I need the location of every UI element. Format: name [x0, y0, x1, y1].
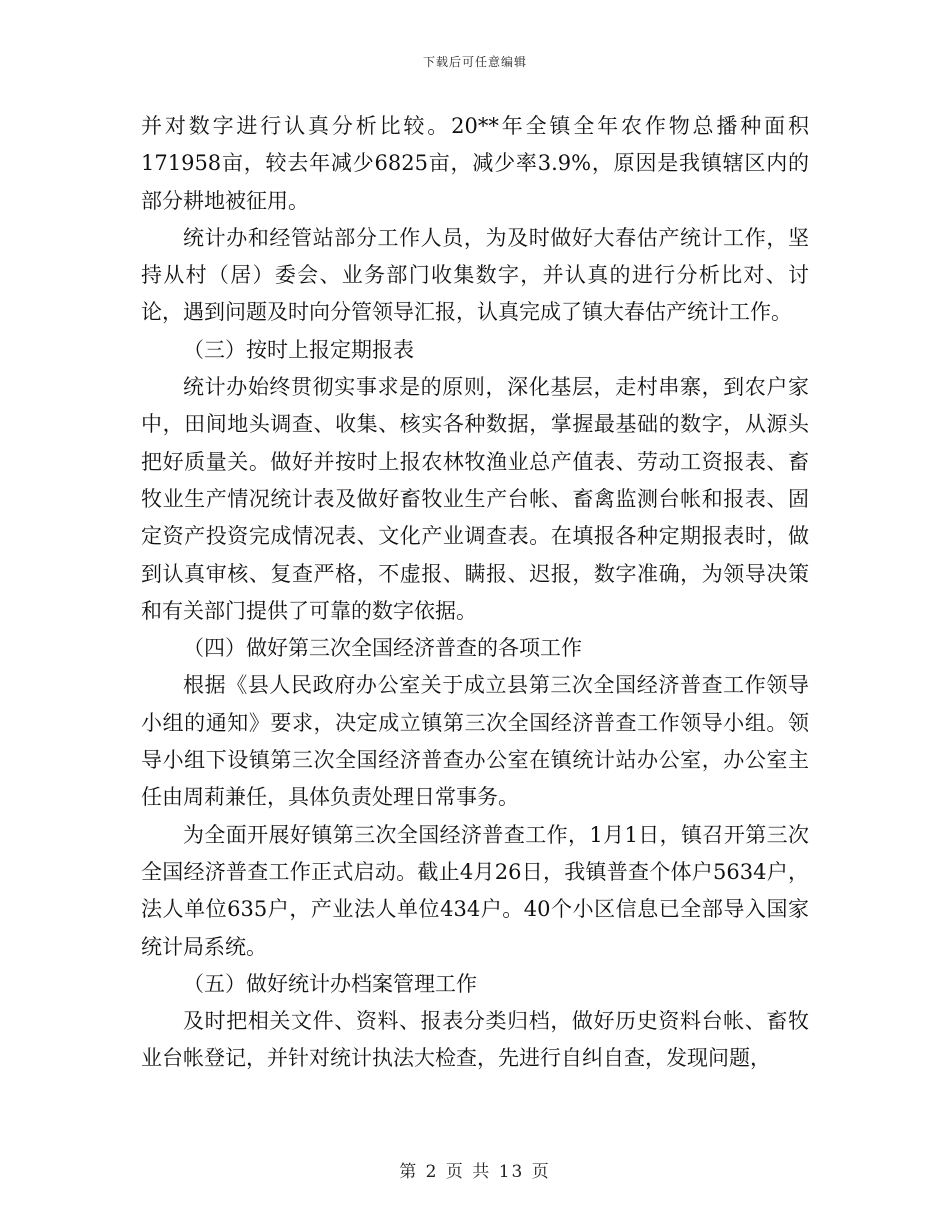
paragraph-1: 并对数字进行认真分析比较。20**年全镇全年农作物总播种面积171958亩，较去年减少6825亩，减少率3.9%，原因是我镇辖区内的部分耕地被征用。 [141, 114, 809, 213]
paragraph-4: 根据《县人民政府办公室关于成立县第三次全国经济普查工作领导小组的通知》要求，决定成立镇第三次全国经济普查工作领导小组。领导小组下设镇第三次全国经济普查办公室在镇统计站办公室，办公室主任由周莉兼任，具体负责处理日常事务。 [141, 673, 809, 810]
total-pages: 13 [498, 1162, 525, 1182]
section-heading-3: （三）按时上报定期报表 [183, 337, 414, 362]
section-heading-4: （四）做好第三次全国经济普查的各项工作 [183, 636, 582, 661]
page-label-prefix: 第 [399, 1162, 419, 1182]
paragraph-3: 统计办始终贯彻实事求是的原则，深化基层，走村串寨，到农户家中，田间地头调查、收集、核实各种数据，掌握最基础的数字，从源头把好质量关。做好并按时上报农林牧渔业总产值表、劳动工资报表、畜牧业生产情况统计表及做好畜牧业生产台帐、畜禽监测台帐和报表、固定资产投资完成情况表、文化产业调查表。在填报各种定期报表时，做到认真审核、复查严格，不虚报、瞒报、迟报，数字准确，为领导决策和有关部门提供了可靠的数字依据。 [141, 375, 809, 623]
page-header: 下载后可任意编辑 [422, 55, 527, 69]
page-label-mid: 页 共 [445, 1162, 492, 1182]
paragraph-6: 及时把相关文件、资料、报表分类归档，做好历史资料台帐、畜牧业台帐登记，并针对统计执法大检查，先进行自纠自查，发现问题， [141, 1009, 809, 1071]
page-label-suffix: 页 [531, 1162, 551, 1182]
paragraph-2: 统计办和经管站部分工作人员，为及时做好大春估产统计工作，坚持从村（居）委会、业务部门收集数字，并认真的进行分析比对、讨论，遇到问题及时向分管领导汇报，认真完成了镇大春估产统计工作。 [141, 225, 809, 325]
page-number: 2 [425, 1162, 439, 1182]
section-heading-5: （五）做好统计办档案管理工作 [183, 971, 477, 996]
page-footer [0, 1157, 950, 1182]
paragraph-5: 为全面开展好镇第三次全国经济普查工作，1月1日，镇召开第三次全国经济普查工作正式启动。截止4月26日，我镇普查个体户5634户，法人单位635户，产业法人单位434户。40个小区信息已全部导入国家统计局系统。 [141, 822, 809, 959]
document-body [141, 108, 809, 1078]
